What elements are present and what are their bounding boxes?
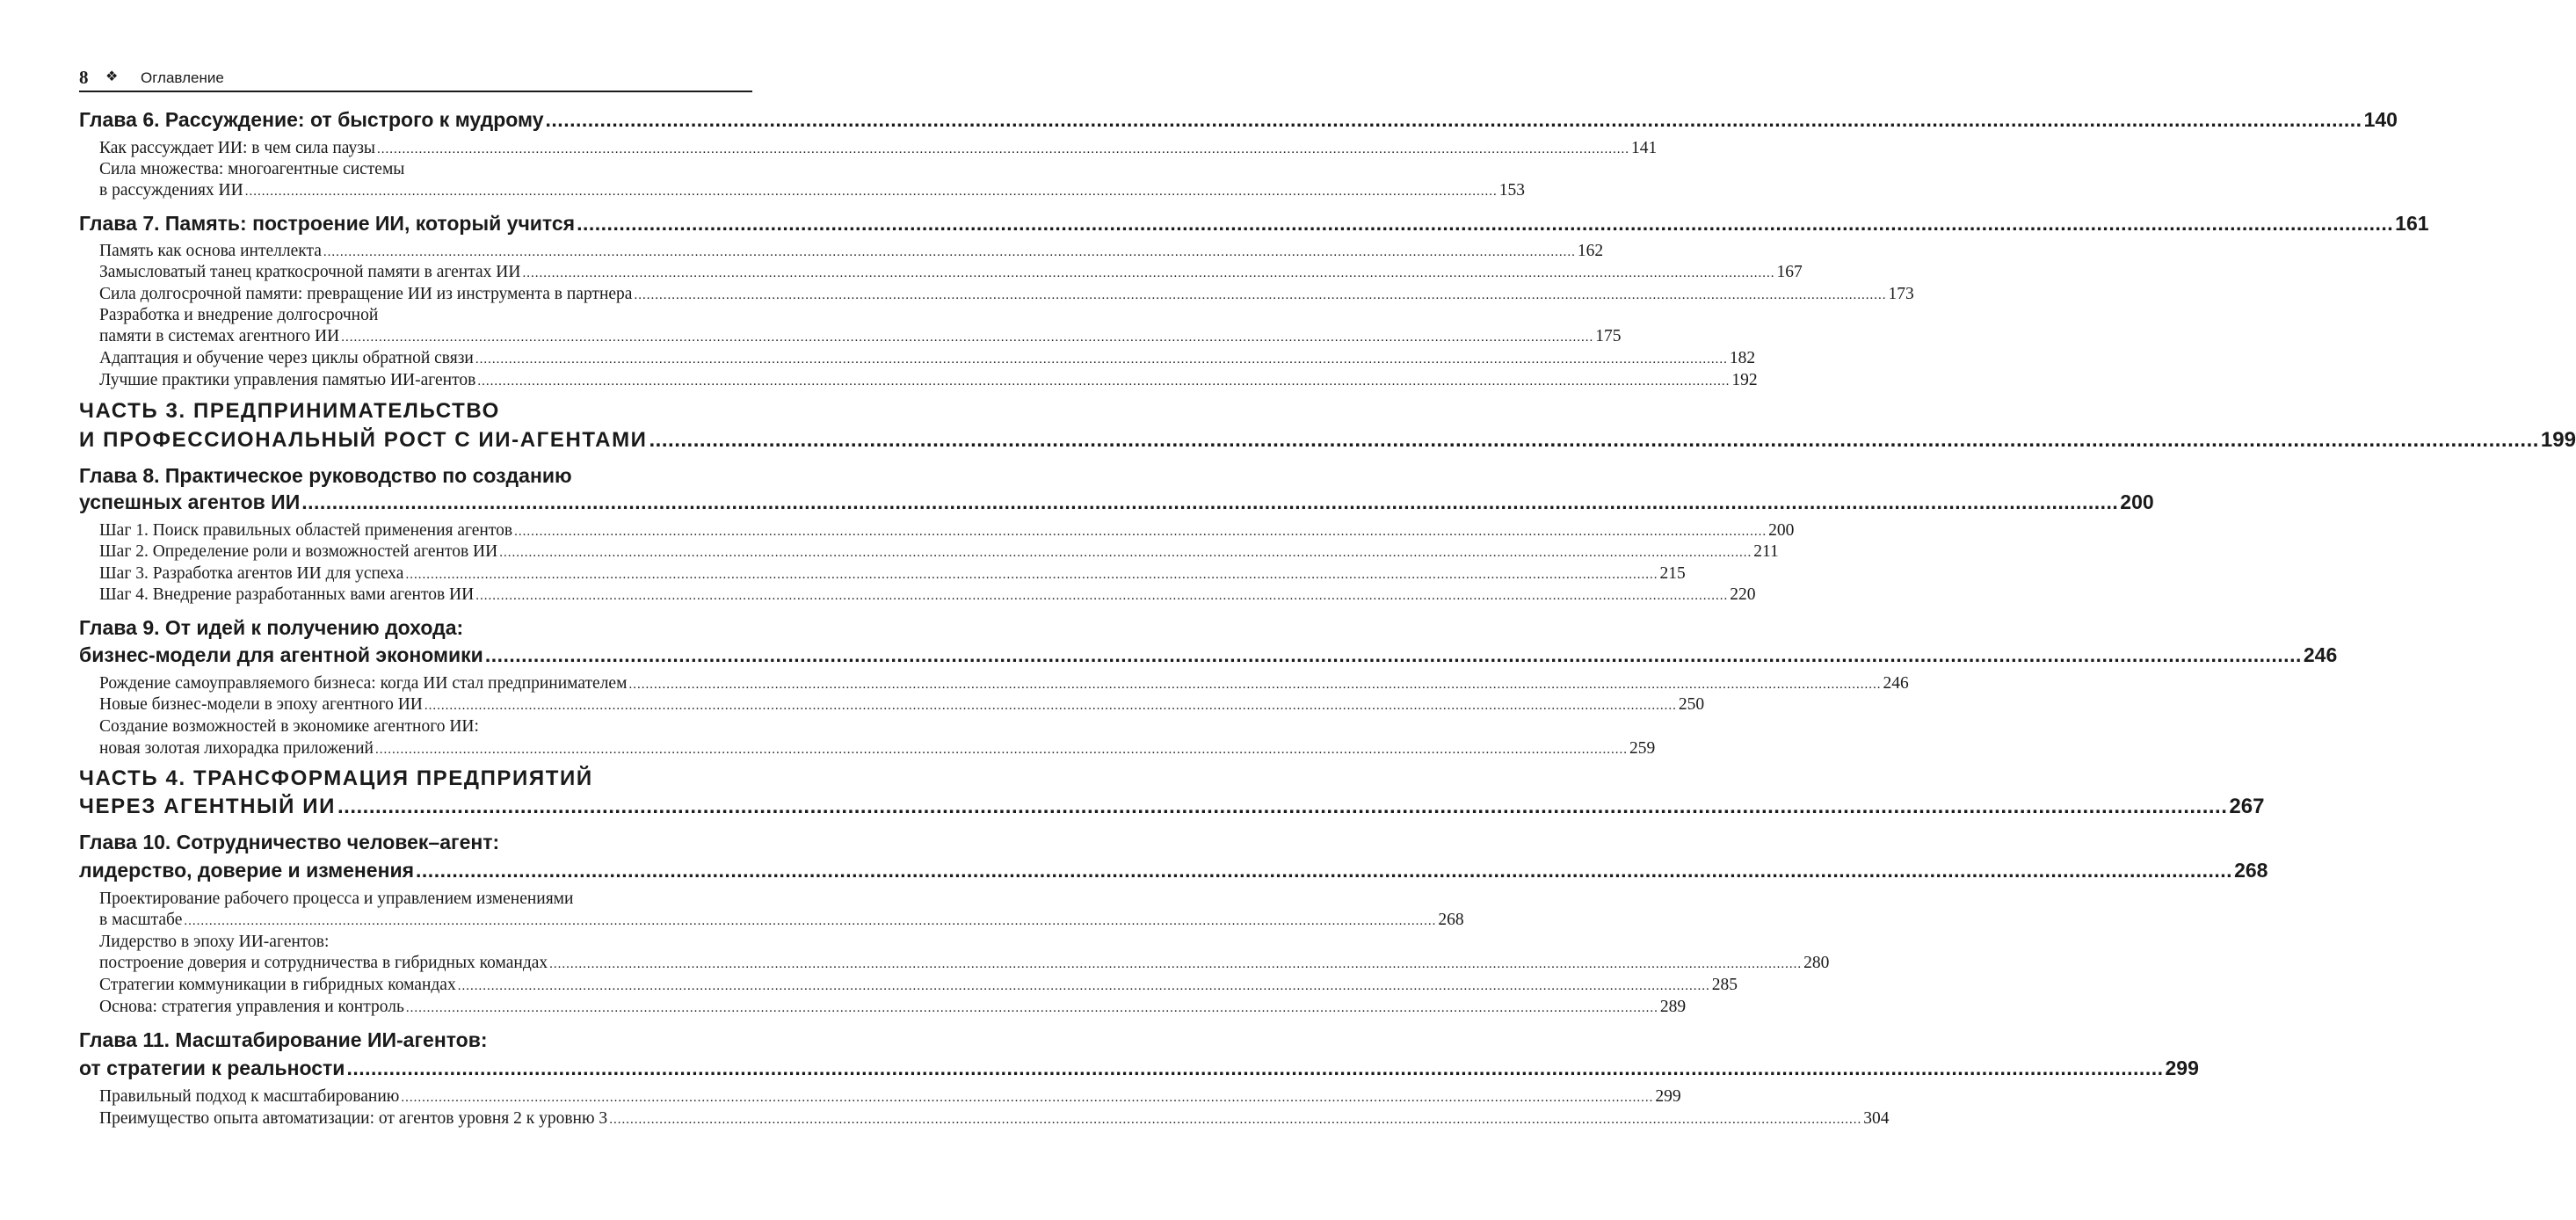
dot-leader: ............................................................................................................................................................................................................................................................................................................ <box>475 589 1729 603</box>
toc-section-line <box>99 349 1756 370</box>
dot-leader: ............................................................................................................................................................................................................................................................................................................ <box>649 428 2539 452</box>
toc-part-line <box>79 795 2265 823</box>
toc-chapter-line <box>79 108 2398 134</box>
toc-page-number: 153 <box>1498 181 1525 200</box>
toc-page-number: 200 <box>1768 521 1795 540</box>
toc-page-number: 246 <box>1883 674 1909 693</box>
toc-section-title: построение доверия и сотрудничества в гибридных командах <box>99 954 548 972</box>
toc-section-line <box>99 139 1658 160</box>
dot-leader: ............................................................................................................................................................................................................................................................................................................ <box>477 374 1731 389</box>
toc-section-title: в рассуждениях ИИ <box>99 181 243 200</box>
toc-page-number: 141 <box>1631 139 1658 157</box>
toc-page-number: 192 <box>1731 371 1758 389</box>
toc-part-line <box>79 766 752 795</box>
toc-section-title: Шаг 2. Определение роли и возможностей агентов ИИ <box>99 542 498 561</box>
toc-section-title: Сила множества: многоагентные системы <box>99 160 405 178</box>
toc-section-line <box>99 263 1803 284</box>
toc-part-title: И ПРОФЕССИОНАЛЬНЫЙ РОСТ С ИИ-АГЕНТАМИ <box>79 428 648 452</box>
dot-leader: ............................................................................................................................................................................................................................................................................................................ <box>484 643 2302 666</box>
toc-part-line <box>79 399 752 427</box>
toc-chapter-line <box>79 1028 752 1055</box>
toc-chapter-title: Глава 11. Масштабирование ИИ-агентов: <box>79 1028 488 1051</box>
toc-chapter-line <box>79 831 752 857</box>
page-number: 8 <box>79 67 89 88</box>
toc-section-title: Создание возможностей в экономике агентного ИИ: <box>99 717 479 736</box>
toc-section-line <box>99 542 1779 563</box>
toc-section-line <box>99 371 1758 392</box>
toc-section-title: новая золотая лихорадка приложений <box>99 739 374 758</box>
toc-chapter-line <box>79 212 2429 238</box>
toc-section-line <box>99 976 1738 997</box>
dot-leader: ............................................................................................................................................................................................................................................................................................................ <box>405 568 1658 582</box>
toc-section-line <box>99 1109 1890 1130</box>
toc-section-line <box>99 242 1604 263</box>
toc-page-number: 259 <box>1629 739 1656 758</box>
toc-section-title: Основа: стратегия управления и контроль <box>99 998 404 1016</box>
toc-chapter-line <box>79 616 752 643</box>
toc-part-line <box>79 428 2576 456</box>
dot-leader: ............................................................................................................................................................................................................................................................................................................ <box>405 1001 1658 1015</box>
toc-chapter-line <box>79 1057 2199 1083</box>
dot-leader: ............................................................................................................................................................................................................................................................................................................ <box>184 914 1437 928</box>
toc-page-number: 211 <box>1753 542 1779 561</box>
toc-section-line <box>99 181 1525 202</box>
dot-leader: ............................................................................................................................................................................................................................................................................................................ <box>609 1113 1862 1127</box>
toc-page-number: 173 <box>1888 285 1914 303</box>
toc-section-title: Как рассуждает ИИ: в чем сила паузы <box>99 139 376 157</box>
toc-page-number: 161 <box>2395 212 2429 235</box>
toc-section-line <box>99 585 1756 606</box>
toc-page-number: 268 <box>2234 859 2268 882</box>
toc-section-line <box>99 717 752 738</box>
toc-chapter-title: Глава 8. Практическое руководство по созданию <box>79 464 572 487</box>
toc-page-number: 220 <box>1730 585 1756 604</box>
toc-page-number: 182 <box>1729 349 1756 367</box>
dot-leader: ............................................................................................................................................................................................................................................................................................................ <box>424 699 1677 713</box>
toc-page-number: 280 <box>1803 954 1830 972</box>
toc-chapter-title: Глава 9. От идей к получению дохода: <box>79 616 464 639</box>
toc-section-line <box>99 674 1909 695</box>
dot-leader: ............................................................................................................................................................................................................................................................................................................ <box>549 957 1803 971</box>
toc-section-line <box>99 1087 1681 1108</box>
toc-section-title: Правильный подход к масштабированию <box>99 1087 400 1106</box>
toc-page-number: 267 <box>2229 795 2265 818</box>
toc-section-title: Проектирование рабочего процесса и управлением изменениями <box>99 890 574 908</box>
dot-leader: ............................................................................................................................................................................................................................................................................................................ <box>475 352 1728 367</box>
toc-part-title: ЧАСТЬ 3. ПРЕДПРИНИМАТЕЛЬСТВО <box>79 399 500 423</box>
toc-page-number: 162 <box>1577 242 1604 260</box>
toc-page-number: 289 <box>1659 998 1687 1016</box>
dot-leader: ............................................................................................................................................................................................................................................................................................................ <box>341 330 1594 345</box>
dot-leader: ............................................................................................................................................................................................................................................................................................................ <box>457 979 1710 993</box>
toc-section-title: Лучшие практики управления памятью ИИ-агентов <box>99 371 476 389</box>
toc-chapter-line <box>79 464 752 490</box>
dot-leader: ............................................................................................................................................................................................................................................................................................................ <box>577 212 2394 235</box>
toc-chapter-title: Глава 10. Сотрудничество человек–агент: <box>79 831 500 853</box>
toc-section-title: Сила долгосрочной памяти: превращение ИИ из инструмента в партнера <box>99 285 633 303</box>
toc-chapter-title: успешных агентов ИИ <box>79 490 301 513</box>
toc-section-line <box>99 521 1795 542</box>
toc-chapter-title: бизнес-модели для агентной экономики <box>79 643 483 666</box>
toc-section-line <box>99 954 1830 975</box>
toc-page-number: 200 <box>2120 490 2154 513</box>
dot-leader: ............................................................................................................................................................................................................................................................................................................ <box>323 245 1576 259</box>
toc-section-line <box>99 998 1687 1019</box>
toc-page-number: 175 <box>1595 327 1622 345</box>
toc-chapter-line <box>79 643 2338 670</box>
toc-part-title: ЧЕРЕЗ АГЕНТНЫЙ ИИ <box>79 795 336 818</box>
toc-page-number: 167 <box>1776 263 1803 281</box>
toc-chapter-line <box>79 859 2268 885</box>
toc-chapter-title: лидерство, доверие и изменения <box>79 859 415 882</box>
toc-chapter-title: Глава 6. Рассуждение: от быстрого к мудрому <box>79 108 544 131</box>
toc-section-title: в масштабе <box>99 911 183 929</box>
toc-section-title: Шаг 3. Разработка агентов ИИ для успеха <box>99 564 404 583</box>
dot-leader: ............................................................................................................................................................................................................................................................................................................ <box>401 1091 1654 1105</box>
toc-section-line <box>99 911 1464 932</box>
dot-leader: ............................................................................................................................................................................................................................................................................................................ <box>499 546 1752 560</box>
toc-chapter-line <box>79 490 2154 517</box>
dot-leader: ............................................................................................................................................................................................................................................................................................................ <box>514 525 1767 539</box>
dot-leader: ............................................................................................................................................................................................................................................................................................................ <box>545 108 2362 131</box>
toc-section-title: Шаг 1. Поиск правильных областей применения агентов <box>99 521 513 540</box>
dot-leader: ............................................................................................................................................................................................................................................................................................................ <box>337 795 2228 818</box>
running-header <box>79 67 752 92</box>
toc-section-line <box>99 306 752 327</box>
toc-section-line <box>99 285 1914 306</box>
dot-leader: ............................................................................................................................................................................................................................................................................................................ <box>634 288 1887 302</box>
toc-page-number: 299 <box>2165 1057 2199 1079</box>
dot-leader: ............................................................................................................................................................................................................................................................................................................ <box>628 678 1882 692</box>
ornament-icon: ❖ <box>105 68 119 84</box>
toc-section-line <box>99 327 1622 348</box>
toc-section-title: Новые бизнес-модели в эпоху агентного ИИ <box>99 695 423 714</box>
toc-section-line <box>99 890 752 911</box>
toc-section-title: Разработка и внедрение долгосрочной <box>99 306 379 324</box>
toc-section-line <box>99 160 752 181</box>
toc-section-title: Память как основа интеллекта <box>99 242 322 260</box>
toc-section-line <box>99 695 1705 716</box>
toc-page-number: 250 <box>1678 695 1705 714</box>
toc-page-number: 140 <box>2363 108 2398 131</box>
dot-leader: ............................................................................................................................................................................................................................................................................................................ <box>377 142 1630 156</box>
running-title: Оглавление <box>141 69 224 86</box>
toc-section-title: Стратегии коммуникации в гибридных командах <box>99 976 456 994</box>
dot-leader: ............................................................................................................................................................................................................................................................................................................ <box>522 266 1775 280</box>
toc-part-title: ЧАСТЬ 4. ТРАНСФОРМАЦИЯ ПРЕДПРИЯТИЙ <box>79 766 593 790</box>
toc-section-title: Преимущество опыта автоматизации: от агентов уровня 2 к уровню 3 <box>99 1109 608 1128</box>
toc-section-line <box>99 933 752 954</box>
toc-section-title: Адаптация и обучение через циклы обратной связи <box>99 349 474 367</box>
toc-section-line <box>99 564 1686 585</box>
toc-page-number: 215 <box>1659 564 1686 583</box>
toc-page-number: 268 <box>1438 911 1464 929</box>
toc-chapter-title: Глава 7. Память: построение ИИ, который учится <box>79 212 576 235</box>
dot-leader: ............................................................................................................................................................................................................................................................................................................ <box>301 490 2119 513</box>
toc-page-number: 299 <box>1655 1087 1681 1106</box>
toc-page-number: 246 <box>2303 643 2338 666</box>
dot-leader: ............................................................................................................................................................................................................................................................................................................ <box>346 1057 2164 1079</box>
toc-chapter-title: от стратегии к реальности <box>79 1057 345 1079</box>
toc-section-title: памяти в системах агентного ИИ <box>99 327 340 345</box>
toc-section-title: Шаг 4. Внедрение разработанных вами агентов ИИ <box>99 585 475 604</box>
dot-leader: ............................................................................................................................................................................................................................................................................................................ <box>244 185 1498 199</box>
toc-page-number: 285 <box>1711 976 1738 994</box>
toc-section-title: Замысловатый танец краткосрочной памяти в агентах ИИ <box>99 263 521 281</box>
dot-leader: ............................................................................................................................................................................................................................................................................................................ <box>416 859 2233 882</box>
toc-section-title: Рождение самоуправляемого бизнеса: когда ИИ стал предпринимателем <box>99 674 628 693</box>
toc-page-number: 199 <box>2540 428 2576 452</box>
toc-page-number: 304 <box>1863 1109 1890 1128</box>
toc-section-line <box>99 739 1656 760</box>
toc-section-title: Лидерство в эпоху ИИ-агентов: <box>99 933 330 951</box>
dot-leader: ............................................................................................................................................................................................................................................................................................................ <box>374 743 1628 757</box>
